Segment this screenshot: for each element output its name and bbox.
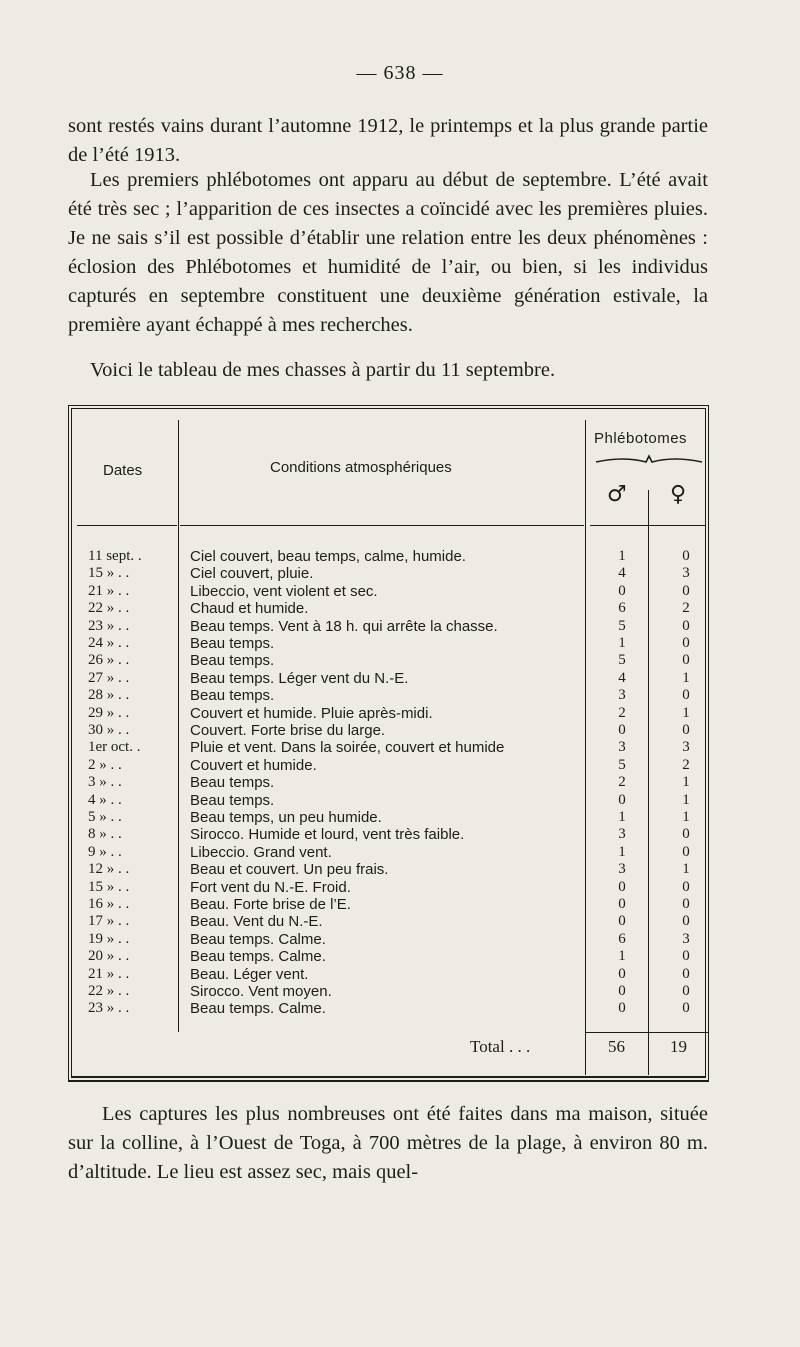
paragraph-intro: sont restés vains durant l’automne 1912, le printemps et la plus grande partie de l’été 1913. [68,115,708,166]
row-conditions: Beau temps. [190,652,275,670]
table-row [84,722,704,739]
row-male-count: 5 [618,652,626,669]
row-date: 22 » . . [88,600,130,617]
table-row [84,618,704,635]
row-date: 12 » . . [88,861,130,878]
row-conditions: Beau temps. [190,687,275,705]
row-male-count: 1 [618,948,626,965]
row-date: 21 » . . [88,965,130,982]
row-male-count: 4 [618,669,626,686]
row-male-count: 3 [618,739,626,756]
row-conditions: Sirocco. Humide et lourd, vent très faible. [190,826,465,844]
row-female-count: 0 [682,843,690,860]
male-symbol-icon: ♂ [607,482,627,507]
row-conditions: Libeccio. Grand vent. [190,843,332,861]
row-date: 24 » . . [88,635,130,651]
row-conditions: Sirocco. Vent moyen. [190,983,332,1000]
table-row [84,948,704,965]
row-date: 15 » . . [88,565,130,582]
table-row [84,774,704,791]
row-conditions: Beau temps. Vent à 18 h. qui arrête la chasse. [190,617,498,635]
row-conditions: Libeccio, vent violent et sec. [190,582,378,600]
row-date: 17 » . . [88,913,130,930]
row-date: 5 » . . [88,809,122,825]
row-date: 26 » . . [88,652,130,669]
row-male-count: 5 [618,756,626,773]
row-male-count: 2 [618,704,626,721]
row-conditions: Chaud et humide. [190,600,309,618]
row-date: 15 » . . [88,878,130,895]
row-female-count: 3 [682,565,690,582]
row-date: 4 » . . [88,791,122,808]
row-female-count: 0 [682,913,690,930]
row-female-count: 0 [682,635,690,651]
header-conditions: Conditions atmosphériques [270,459,452,476]
row-male-count: 0 [618,965,626,982]
row-female-count: 0 [682,896,690,912]
row-date: 23 » . . [88,617,130,634]
table-row [84,705,704,722]
row-female-count: 1 [682,704,690,721]
row-female-count: 0 [682,722,690,738]
row-date: 23 » . . [88,1000,130,1017]
header-phlebotomes: Phlébotomes [594,430,688,447]
table-row [84,931,704,948]
table-row [84,809,704,826]
row-female-count: 3 [682,930,690,947]
row-date: 28 » . . [88,687,130,704]
row-conditions: Couvert et humide. [190,756,317,774]
row-conditions: Beau temps. Calme. [190,1000,326,1018]
row-conditions: Beau temps. [190,791,275,809]
row-male-count: 0 [618,896,626,912]
row-conditions: Ciel couvert, beau temps, calme, humide. [190,548,466,565]
table-row [84,879,704,896]
table-row [84,826,704,843]
row-male-count: 0 [618,878,626,895]
row-male-count: 1 [618,843,626,860]
row-conditions: Couvert et humide. Pluie après-midi. [190,704,433,722]
table-row [84,670,704,687]
row-conditions: Beau temps. Calme. [190,948,326,966]
row-male-count: 2 [618,774,626,791]
row-date: 19 » . . [88,930,130,947]
row-female-count: 0 [682,878,690,895]
table-row [84,548,704,565]
table-row [84,983,704,1000]
table-row [84,739,704,756]
table-row [84,600,704,617]
row-conditions: Ciel couvert, pluie. [190,565,314,583]
row-female-count: 1 [682,774,690,791]
row-conditions: Beau temps. Léger vent du N.-E. [190,669,409,687]
total-label: Total . . . [470,1037,531,1056]
table-row [84,635,704,652]
row-date: 22 » . . [88,983,130,999]
row-female-count: 0 [682,965,690,982]
paragraph-captures: Les captures les plus nombreuses ont été faites dans ma maison, située sur la colline, à l’Ouest de Toga, à 700 mètres de la plage, à environ 80 m. d’altitude. Le lieu est assez sec, mais quel- [68,1103,708,1183]
row-conditions: Beau. Forte brise de l’E. [190,896,351,913]
row-female-count: 2 [682,600,690,617]
table-divider [77,525,177,526]
paragraph-first-phlebotomes: Les premiers phlébotomes ont apparu au début de septembre. L’été avait été très sec ; l’apparition de ces insectes a coïncidé avec les premières pluies. Je ne sais s’il est possible d’établir une relation entre les deux phénomènes : éclosion des Phlébotomes et humidité de l’air, ou bien, si les individus capturés en septembre constituent une deuxième génération estivale, la première ayant échappé à mes recherches. [68,169,708,336]
row-date: 29 » . . [88,704,130,721]
row-male-count: 1 [618,809,626,825]
row-conditions: Beau. Vent du N.-E. [190,913,323,931]
table-row [84,687,704,704]
row-date: 16 » . . [88,896,130,912]
row-conditions: Beau. Léger vent. [190,965,309,983]
row-male-count: 0 [618,582,626,599]
row-date: 9 » . . [88,843,122,860]
page-number: — 638 — [356,62,444,84]
female-symbol-icon: ♀ [670,482,687,507]
row-male-count: 0 [618,722,626,738]
total-male: 56 [608,1037,625,1056]
row-date: 27 » . . [88,669,130,686]
row-date: 3 » . . [88,774,122,791]
table-row [84,583,704,600]
table-row [84,652,704,669]
row-female-count: 0 [682,687,690,704]
row-conditions: Beau temps. [190,774,275,792]
row-date: 21 » . . [88,582,130,599]
table-row [84,1000,704,1017]
row-male-count: 0 [618,791,626,808]
row-male-count: 3 [618,861,626,878]
row-female-count: 3 [682,739,690,756]
row-female-count: 0 [682,582,690,599]
row-female-count: 0 [682,948,690,965]
row-date: 2 » . . [88,756,122,773]
total-rule [585,1032,709,1033]
table-row [84,844,704,861]
row-male-count: 0 [618,913,626,930]
row-conditions: Couvert. Forte brise du large. [190,722,386,739]
row-date: 1er oct. . [88,739,141,756]
row-female-count: 1 [682,861,690,878]
row-conditions: Beau et couvert. Un peu frais. [190,861,389,879]
table-row [84,896,704,913]
row-female-count: 0 [682,826,690,843]
row-conditions: Beau temps. Calme. [190,930,326,948]
row-female-count: 1 [682,809,690,825]
row-conditions: Beau temps. [190,635,275,652]
paragraph-table-intro: Voici le tableau de mes chasses à partir du 11 septembre. [90,359,556,381]
row-male-count: 6 [618,600,626,617]
brace-line [594,452,704,466]
table-row [84,966,704,983]
row-male-count: 4 [618,565,626,582]
total-female: 19 [670,1037,687,1056]
row-female-count: 0 [682,548,690,564]
table-row [84,757,704,774]
row-date: 20 » . . [88,948,130,965]
table-row [84,861,704,878]
row-female-count: 1 [682,791,690,808]
row-male-count: 1 [618,548,626,564]
row-male-count: 3 [618,826,626,843]
row-male-count: 5 [618,617,626,634]
row-date: 11 sept. . [88,548,142,564]
row-male-count: 1 [618,635,626,651]
row-male-count: 0 [618,983,626,999]
row-date: 30 » . . [88,722,130,738]
row-female-count: 0 [682,1000,690,1017]
table-row [84,913,704,930]
table-row [84,792,704,809]
row-female-count: 0 [682,983,690,999]
row-male-count: 0 [618,1000,626,1017]
row-male-count: 3 [618,687,626,704]
table-divider [180,525,584,526]
table-row [84,565,704,582]
row-conditions: Fort vent du N.-E. Froid. [190,878,351,896]
row-male-count: 6 [618,930,626,947]
row-conditions: Beau temps, un peu humide. [190,809,382,826]
row-female-count: 0 [682,617,690,634]
row-date: 8 » . . [88,826,122,843]
row-female-count: 0 [682,652,690,669]
row-female-count: 1 [682,669,690,686]
row-female-count: 2 [682,756,690,773]
header-dates: Dates [103,462,143,479]
row-conditions: Pluie et vent. Dans la soirée, couvert et humide [190,739,505,757]
